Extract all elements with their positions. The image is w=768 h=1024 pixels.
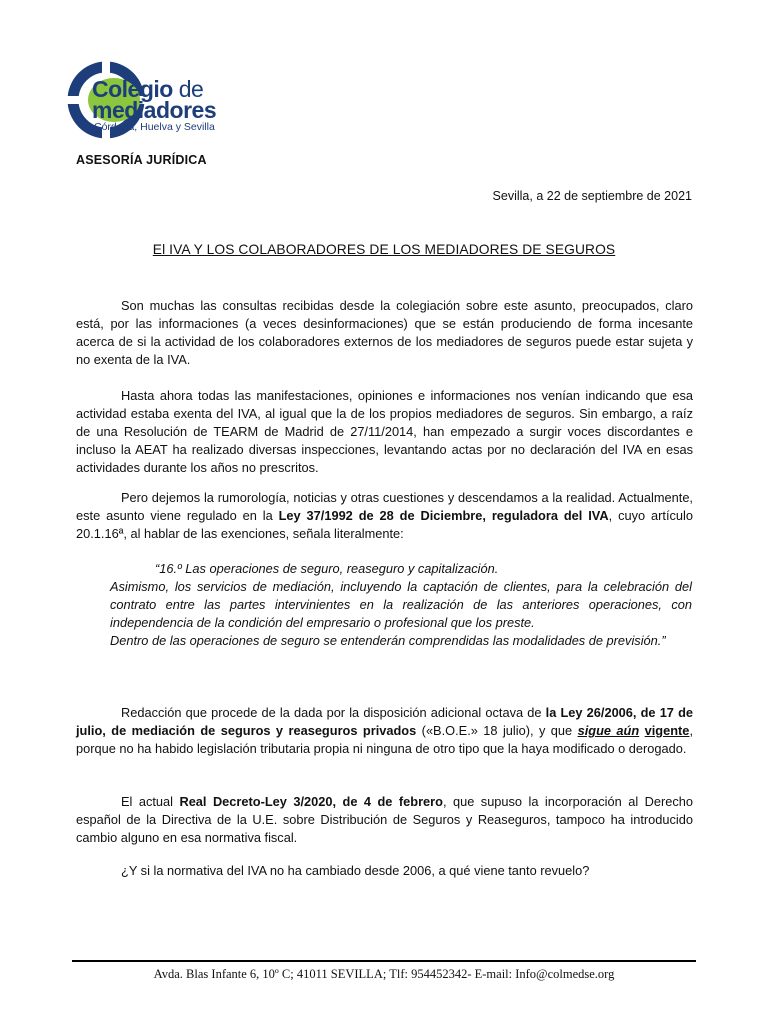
paragraph-5 bbox=[76, 793, 693, 847]
paragraph-4-text: Redacción que procede de la dada por la disposición adicional octava de bbox=[121, 705, 546, 720]
logo-name: Colegio bbox=[92, 76, 173, 102]
legal-quote bbox=[110, 560, 692, 650]
paragraph-6 bbox=[76, 862, 693, 880]
department-heading: ASESORÍA JURÍDICA bbox=[76, 153, 207, 167]
paragraph-3-text-end: , cuyo artículo 20.1.16ª, al hablar de las exenciones, señala literalmente: bbox=[76, 508, 693, 541]
footer-contact: Avda. Blas Infante 6, 10º C; 41011 SEVILLA; Tlf: 954452342- E-mail: Info@colmedse.org bbox=[153, 967, 615, 981]
quote-line-1 bbox=[110, 560, 692, 578]
logo-name-mediadores: mediadores bbox=[92, 97, 217, 123]
paragraph-2-text: Hasta ahora todas las manifestaciones, opiniones e informaciones nos venían indicando que esa actividad estaba exenta del IVA, al igual que la de los propios mediadores de seguros. Sin embargo, a raíz de una Resolución de TEARM de Madrid de 27/11/2014, han empezado a surgir voces discordantes e incluso la AEAT ha realizado diversas inspecciones, levantando actas por no declaración del IVA en esas actividades durante los años no prescritos. bbox=[76, 388, 693, 475]
logo bbox=[66, 60, 236, 140]
decree-reference: Real Decreto-Ley 3/2020, de 4 de febrero bbox=[179, 794, 443, 809]
closing-question: ¿Y si la normativa del IVA no ha cambiado desde 2006, a qué viene tanto revuelo? bbox=[121, 863, 590, 878]
paragraph-4-text-end: , porque no ha habido legislación tributaria propia ni ninguna de otro tipo que la haya modificado o derogado. bbox=[76, 723, 693, 756]
paragraph-5-text: El actual bbox=[121, 794, 180, 809]
quote-line-3: Dentro de las operaciones de seguro se entenderán comprendidas las modalidades de previsión.” bbox=[110, 633, 666, 648]
logo-subtitle: Córdoba, Huelva y Sevilla bbox=[94, 121, 215, 133]
emphasis-vigente: vigente bbox=[644, 723, 690, 738]
law-reference-2006: la Ley 26/2006, de 17 de julio, de mediación de seguros y reaseguros privados bbox=[76, 705, 694, 738]
paragraph-4 bbox=[76, 704, 693, 758]
paragraph-3-text: Pero dejemos la rumorología, noticias y otras cuestiones y descendamos a la realidad. Actualmente, este asunto viene regulado en la bbox=[76, 490, 693, 523]
quote-line-1-text: “16.º Las operaciones de seguro, reaseguro y capitalización. bbox=[155, 561, 499, 576]
law-reference: Ley 37/1992 de 28 de Diciembre, reguladora del IVA bbox=[278, 508, 609, 523]
emphasis-sigue-aun: sigue aún bbox=[577, 723, 640, 738]
paragraph-2 bbox=[76, 387, 693, 477]
paragraph-1-text: Son muchas las consultas recibidas desde la colegiación sobre este asunto, preocupados, claro está, por las informaciones (a veces desinformaciones) que se están produciendo de forma incesante acerca de si la actividad de los colaboradores externos de los mediadores de seguros puede estar sujeta y no exenta de la IVA. bbox=[76, 298, 693, 367]
logo-name-de: de bbox=[172, 76, 204, 102]
paragraph-4-boe: («B.O.E.» 18 julio), y que bbox=[416, 723, 578, 738]
document-title: El IVA Y LOS COLABORADORES DE LOS MEDIADORES DE SEGUROS bbox=[152, 242, 616, 257]
paragraph-5-text-end: , que supuso la incorporación al Derecho español de la Directiva de la U.E. sobre Distribución de Seguros y Reaseguros, tampoco ha introducido cambio alguno en esa normativa fiscal. bbox=[76, 794, 693, 845]
document-date: Sevilla, a 22 de septiembre de 2021 bbox=[492, 189, 692, 203]
quote-line-2: Asimismo, los servicios de mediación, incluyendo la captación de clientes, para la celebración del contrato entre las partes intervinientes en la realización de las anteriores operaciones, con independencia de la condición del empresario o profesional que los preste. bbox=[110, 579, 692, 630]
paragraph-1 bbox=[76, 297, 693, 369]
paragraph-3 bbox=[76, 489, 693, 543]
footer-divider bbox=[72, 960, 696, 962]
